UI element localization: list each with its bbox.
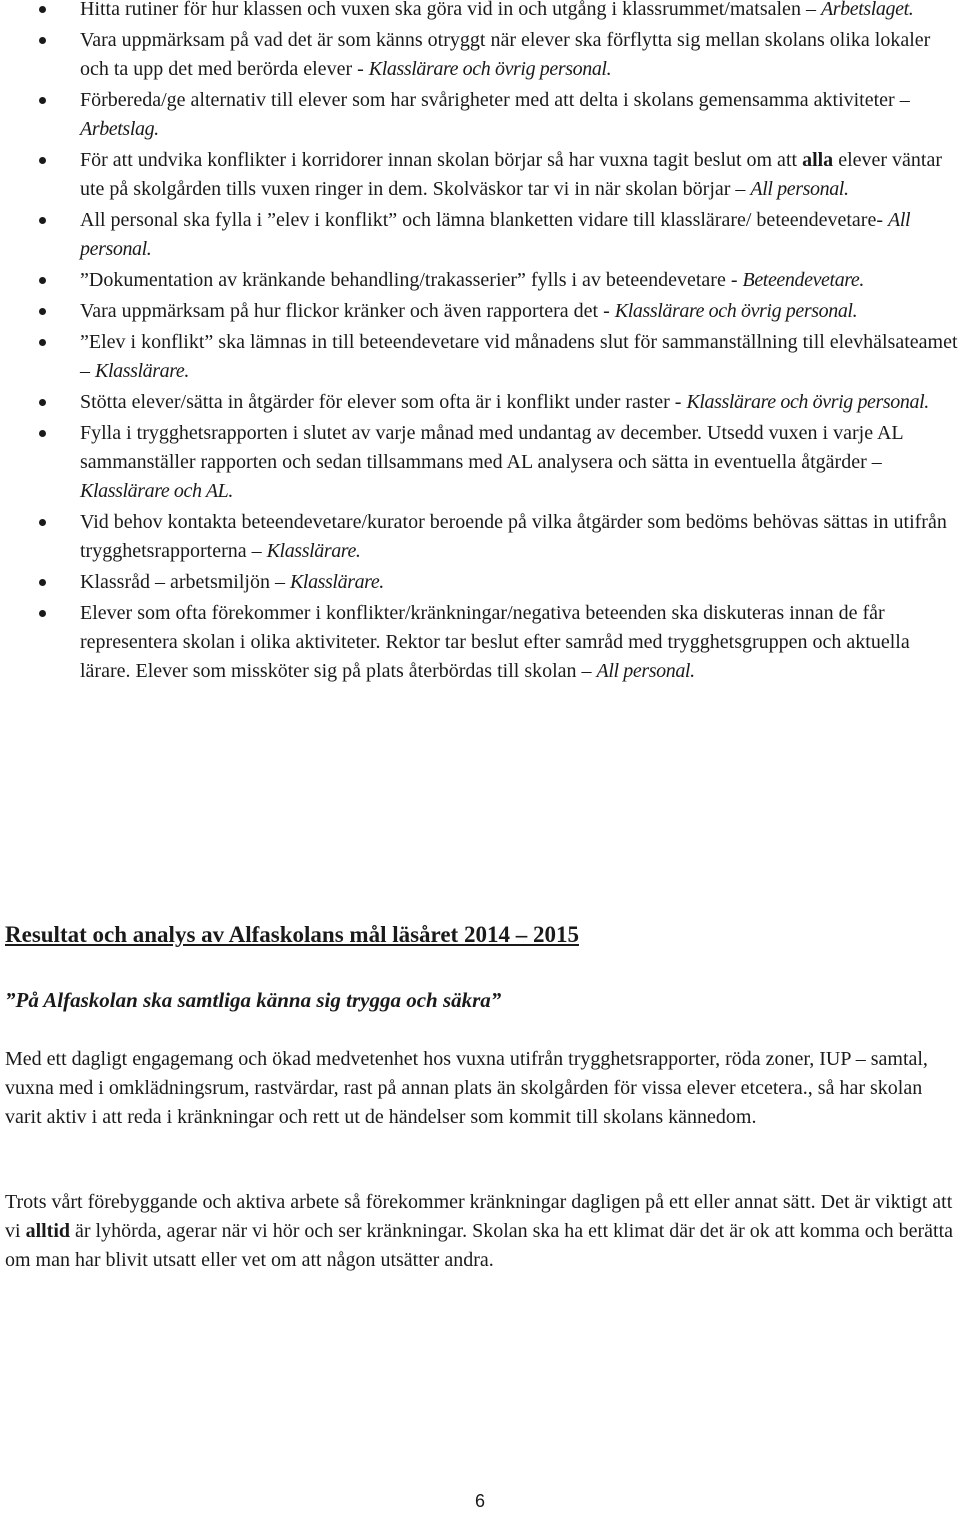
item-text: Fylla i trygghetsrapporten i slutet av varje månad med undantag av december. Utsedd vuxen i varje AL sammanställer rapporten och sedan tillsammans med AL analysera och sätta in eventuella åtgärder – [80, 422, 903, 473]
paragraph-text-continued: är lyhörda, agerar när vi hör och ser kränkningar. Skolan ska ha ett klimat där det är ok att komma och berätta om man har blivit utsatt eller vet om att någon utsätter andra. [5, 1220, 954, 1271]
list-item [0, 266, 960, 295]
item-responsible: Klasslärare. [266, 540, 361, 562]
page-number: 6 [475, 1491, 486, 1511]
list-item [0, 568, 960, 597]
item-responsible: Klasslärare och övrig personal. [368, 58, 612, 80]
item-responsible: Klasslärare. [289, 571, 384, 593]
item-text: Elever som ofta förekommer i konflikter/kränkningar/negativa beteenden ska diskuteras innan de får representera skolan i olika aktiviteter. Rektor tar beslut efter samråd med trygghetsgruppen och aktuella lärare. Elever som missköter sig på plats återbördas till skolan – [80, 602, 910, 682]
result-paragraph: Med ett dagligt engagemang och ökad medvetenhet hos vuxna utifrån trygghetsrapporter, röda zoner, IUP – samtal, vuxna med i omklädningsrum, rastvärdar, rast på annan plats än skolgården för vissa elever etcetera., så har skolan varit aktiv i att reda i kränkningar och rett ut de händelser som kommit till skolans kännedom. [5, 1048, 928, 1128]
item-responsible: Klasslärare. [95, 360, 189, 382]
item-responsible: All personal. [596, 660, 695, 682]
list-item [0, 419, 960, 506]
item-responsible: All personal. [750, 178, 849, 200]
list-item [0, 328, 960, 386]
paragraph-text: Trots vårt förebyggande och aktiva arbete så förekommer kränkningar dagligen på ett eller annat sätt. Det är viktigt att vi [5, 1191, 953, 1242]
item-text: Stötta elever/sätta in åtgärder för elever som ofta är i konflikt under raster - [80, 391, 687, 413]
item-text-continued: elever väntar ute på skolgården tills vuxen ringer in dem. Skolväskor tar vi in när skolan börjar – [80, 149, 943, 200]
item-text: För att undvika konflikter i korridorer innan skolan börjar så har vuxna tagit beslut om att [80, 149, 803, 171]
list-item [0, 0, 960, 24]
item-responsible: Arbetslaget. [820, 0, 914, 20]
item-text: Vara uppmärksam på hur flickor kränker och även rapportera det - [80, 300, 615, 322]
goal-subheading: ”På Alfaskolan ska samtliga känna sig trygga och säkra” [5, 988, 502, 1012]
item-responsible: All personal. [80, 209, 911, 260]
item-responsible: Klasslärare och övrig personal. [614, 300, 858, 322]
list-item [0, 26, 960, 84]
list-item [0, 86, 960, 144]
measures-list [0, 0, 960, 693]
analysis-paragraph [5, 1188, 955, 1275]
item-text: ”Elev i konflikt” ska lämnas in till beteendevetare vid månadens slut för sammanställning till elevhälsateamet – [80, 331, 958, 382]
list-item [0, 388, 960, 417]
list-item [0, 297, 960, 326]
item-text: Klassråd – arbetsmiljön – [80, 571, 290, 593]
item-text: Vara uppmärksam på vad det är som känns otryggt när elever ska förflytta sig mellan skolans olika lokaler och ta upp det med berörda elever - [80, 29, 931, 80]
list-item [0, 146, 960, 204]
item-emphasis: alla [802, 149, 834, 171]
item-text: Vid behov kontakta beteendevetare/kurator beroende på vilka åtgärder som bedöms behövas sättas in utifrån trygghetsrapporterna – [80, 511, 947, 562]
item-text: All personal ska fylla i ”elev i konflikt” och lämna blanketten vidare till klasslärare/ beteendevetare- [80, 209, 889, 231]
item-responsible: Klasslärare och övrig personal. [686, 391, 929, 413]
paragraph-emphasis: alltid [25, 1220, 71, 1242]
item-text: Förbereda/ge alternativ till elever som har svårigheter med att delta i skolans gemensamma aktiviteter – [80, 89, 910, 111]
item-responsible: Arbetslag. [80, 118, 159, 140]
item-responsible: Klasslärare och AL. [80, 480, 233, 502]
list-item [0, 206, 960, 264]
list-item [0, 508, 960, 566]
item-text: Hitta rutiner för hur klassen och vuxen ska göra vid in och utgång i klassrummet/matsalen – [80, 0, 821, 20]
item-responsible: Beteendevetare. [742, 269, 865, 291]
item-text: ”Dokumentation av kränkande behandling/trakasserier” fylls i av beteendevetare - [80, 269, 743, 291]
section-heading: Resultat och analys av Alfaskolans mål läsåret 2014 – 2015 [5, 922, 579, 947]
list-item [0, 599, 960, 686]
